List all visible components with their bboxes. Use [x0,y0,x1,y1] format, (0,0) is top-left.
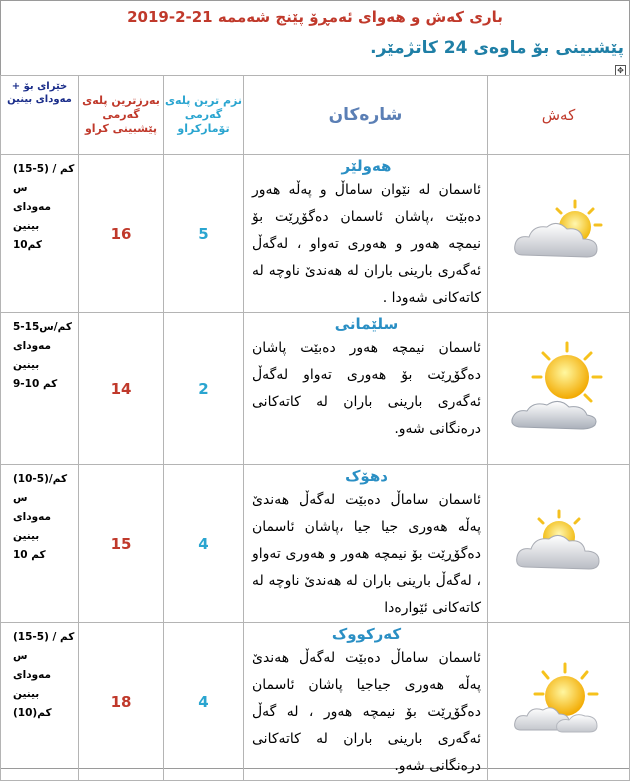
forecast-subtitle: پێشبینی بۆ ماوەی 24 کاتژمێر. [370,38,624,58]
city-description: ئاسمان لە نێوان ساماڵ و پەڵە هەور دەبێت ،پاشان ئاسمان دەگۆڕێت بۆ نیمچە هەور و هەوری تەواو ، لەگەڵ ئەگەری بارینی باران لە هەندێ ناوچە لە کاتەکانی شەودا . [252,182,481,306]
city-name: سلێمانی [334,315,399,333]
wind-speed: (15-5) کم /س [13,163,75,194]
city-description: ئاسمان ساماڵ دەبێت لەگەڵ هەندێ پەڵە هەوری جیاجیا پاشان ئاسمان دەگۆڕێت بۆ نیمچە هەور ، لە گەڵ ئەگەری بارینی باران لە کاتەکانی درەنگانی شەو. [252,650,481,774]
min-temp-cell: 2 [164,313,244,465]
min-temp-cell: 4 [164,623,244,781]
weather-icon-cell [488,465,630,623]
min-temp-cell: 4 [164,465,244,623]
city-description: ئاسمان ساماڵ دەبێت لەگەڵ هەندێ پەڵە هەوری جیا جیا ،پاشان ئاسمان دەگۆڕێت بۆ نیمچە هەور و هەوری تەواو ، لەگەڵ بارینی باران لە هەندێ ناوچە لە کاتەکانی ئێوارەدا [252,492,481,616]
city-cell [244,623,488,781]
max-temp-cell: 14 [79,313,164,465]
weather-icon-cell [488,623,630,781]
wind-speed: (15-5) کم /س [13,631,75,662]
page-title: باری کەش و هەوای ئەمڕۆ پێنج شەممە 21-2-2019 [127,8,503,26]
city-name: کەرکووک [331,625,402,643]
wind-cell [1,465,79,623]
wind-speed: (10-5)کم/س [13,473,68,504]
visibility-label: مەودای بینین [13,340,52,371]
max-temp-cell: 16 [79,155,164,313]
weather-icon-cell [488,155,630,313]
table-row [1,155,630,313]
header-min-temp: نزم ترین پلەی گەرمی تۆمارکراو [164,76,244,155]
visibility-value: (10)کم [13,707,52,719]
wind-cell [1,623,79,781]
table-row [1,313,630,465]
header-wind-visibility: خێرای بۆ + مەودای بینین [1,76,79,155]
header-weather: کەش [488,76,630,155]
city-description: ئاسمان نیمچە هەور دەبێت پاشان دەگۆڕێت بۆ هەوری تەواو لەگەڵ ئەگەری بارینی باران لە کاتەکانی درەنگانی شەو. [252,340,481,437]
table-row [1,465,630,623]
min-temp-cell: 5 [164,155,244,313]
weather-icon-cell [488,313,630,465]
visibility-label: مەودای بینین [13,511,52,542]
city-name: هەولێر [341,157,392,175]
table-move-handle-icon[interactable]: ✥ [615,65,626,76]
sun-behind-cloud-icon [509,197,609,267]
max-temp-cell: 18 [79,623,164,781]
city-cell [244,313,488,465]
table-header-row [1,76,630,155]
header-max-temp: بەرزترین پلەی گەرمی پێشبینی کراو [79,76,164,155]
table-row [1,623,630,781]
wind-speed: 5-15کم/س [13,321,72,333]
visibility-value: 10 کم [13,549,46,561]
visibility-label: مەودای بینین [13,669,52,700]
wind-cell [1,313,79,465]
wind-cell [1,155,79,313]
visibility-value: 10کم [13,239,42,251]
city-name: دهۆک [345,467,388,485]
weather-table [0,75,630,781]
visibility-label: مەودای بینین [13,201,52,232]
header-cities: شارەکان [244,76,488,155]
sun-with-cloud-icon [509,339,609,434]
max-temp-cell: 15 [79,465,164,623]
city-cell [244,155,488,313]
sun-behind-cloud-icon [509,507,609,577]
sun-behind-small-cloud-icon [509,660,609,740]
visibility-value: 9-10 کم [13,378,58,390]
city-cell [244,465,488,623]
